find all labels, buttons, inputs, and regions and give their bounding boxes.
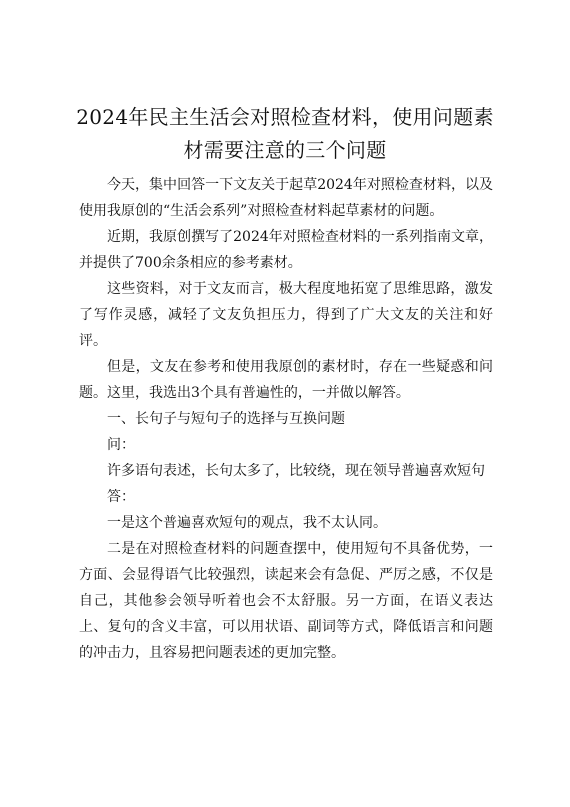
paragraph-intro: 今天，集中回答一下文友关于起草2024年对照检查材料，以及使用我原创的“生活会系列”对照检查材料起草素材的问题。 [79,177,493,219]
question-label: 问： [107,437,135,453]
document-title: 2024年民主生活会对照检查材料，使用问题素材需要注意的三个问题 [76,105,494,162]
section-heading: 一、长句子与短句子的选择与互换问题 [107,411,345,427]
document-body [79,172,493,666]
answer-point-two: 二是在对照检查材料的问题查摆中，使用短句不具备优势，一方面、会显得语气比较强烈，读起来会有急促、严厉之感，不仅是自己，其他参会领导听着也会不太舒服。另一方面，在语义表达上、复句的含义丰富，可以用状语、副词等方式，降低语言和问题的冲击力，且容易把问题表述的更加完整。 [79,541,493,661]
answer-point-one: 一是这个普遍喜欢短句的观点，我不太认同。 [107,515,387,531]
answer-label: 答： [107,489,135,505]
paragraph-recent: 近期，我原创撰写了2024年对照检查材料的一系列指南文章，并提供了700余条相应的参考素材。 [79,229,493,271]
question-text: 许多语句表述，长句太多了，比较绕，现在领导普遍喜欢短句 [107,463,485,479]
paragraph-questions: 但是，文友在参考和使用我原创的素材时，存在一些疑惑和问题。这里，我选出3个具有普遍性的，一并做以解答。 [79,359,493,401]
paragraph-materials: 这些资料，对于文友而言，极大程度地拓宽了思维思路，激发了写作灵感，减轻了文友负担压力，得到了广大文友的关注和好评。 [79,281,493,349]
